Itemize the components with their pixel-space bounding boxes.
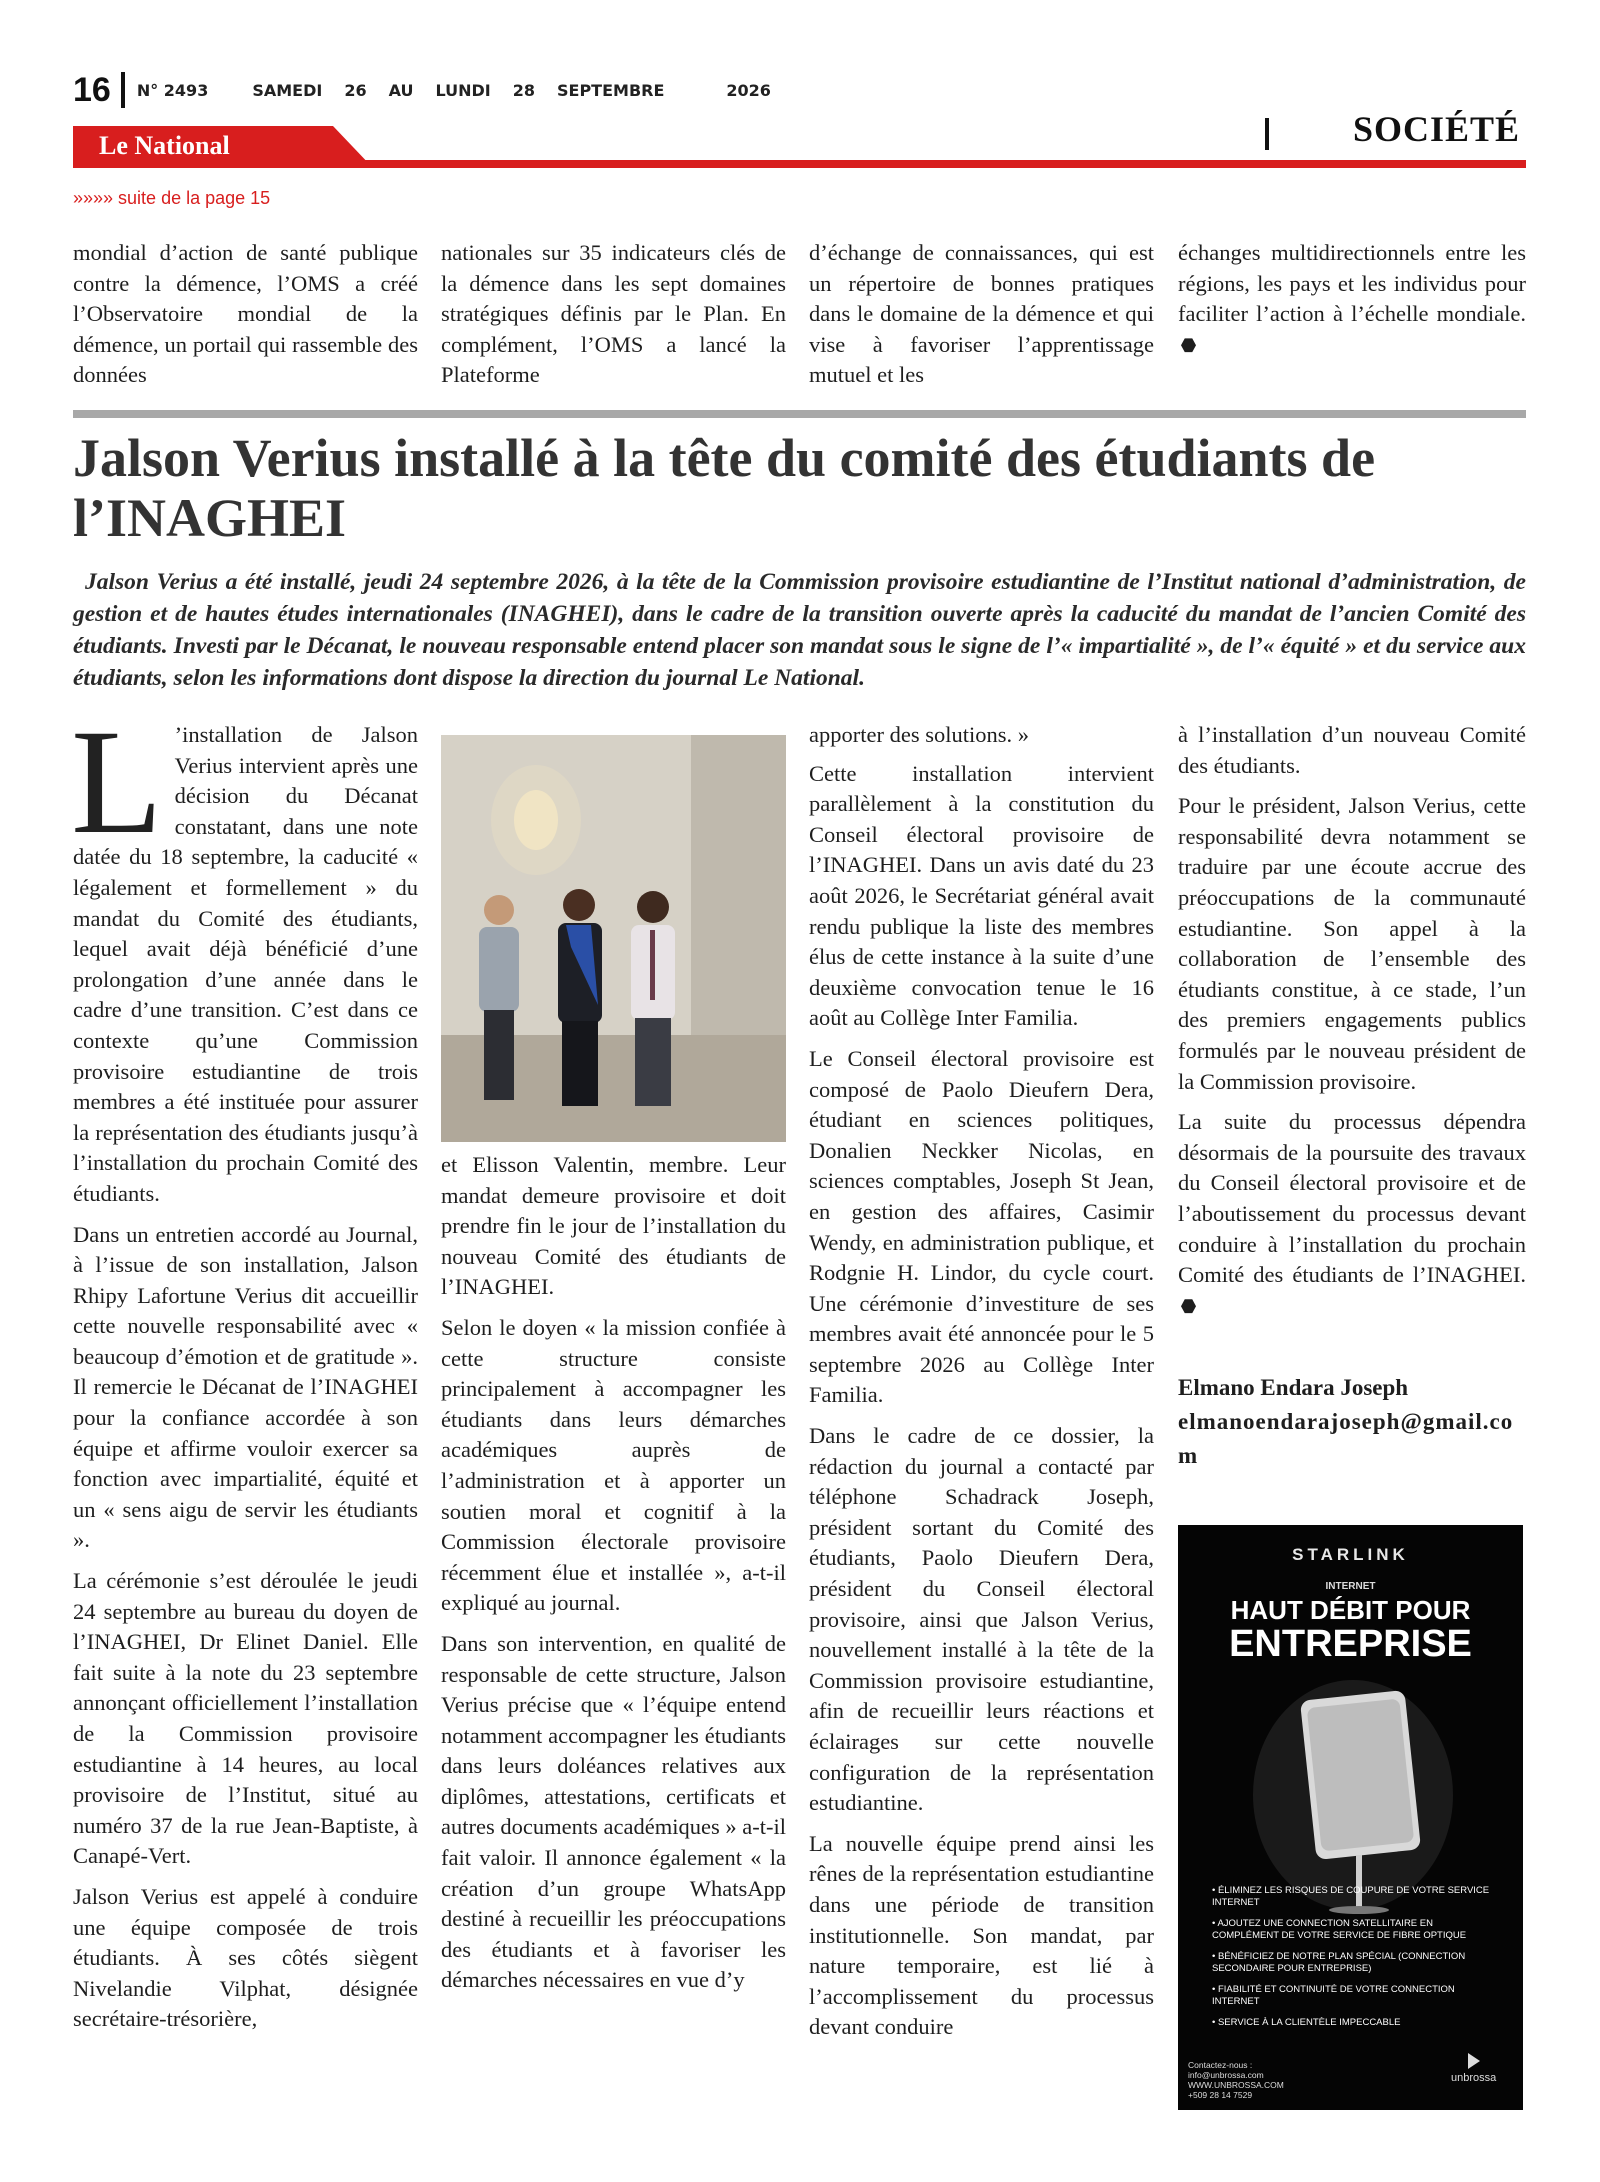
article-paragraph: Le Conseil électoral provisoire est composé de Paolo Dieufern Dera, étudiant en sciences politiques, Donalien Neckker Nicolas, en sciences comptables, Joseph St Jean, en gestion des affaires, Casimir Wendy, en administration publique, et Rodgnie H. Lindor, du cycle court. Une cérémonie d’investiture de ses membres avait été annoncée pour le 5 septembre 2026 au Collège Inter Familia.: [809, 1045, 1154, 1408]
article-column-2: [441, 1150, 786, 2006]
photo-three-students: [441, 735, 786, 1142]
article-paragraph: Pour le président, Jalson Verius, cette responsabilité devra notamment se traduire par une écoute accrue des préoccupations de la communauté estudiantine. Son appel à la collaboration de l’ensemble des étudiants constitue, à ce stade, l’un des premiers engagements publics formulés par le nouveau président de la Commission provisoire.: [1178, 793, 1526, 1094]
page-header: [73, 70, 771, 110]
article-lede: Jalson Verius a été installé, jeudi 24 septembre 2026, à la tête de la Commission provisoire estudiantine de l’Institut national d’administration, de gestion et de hautes études internationales (INAGHEI), dans le cadre de la transition ouverte après la caducité du mandat de l’ancien Comité des étudiants. Investi par le Décanat, le nouveau responsable entend placer son mandat sous le signe de l’« impartialité », de l’« équité » et du service aux étudiants, selon les informations dont dispose la direction du journal Le National.: [73, 569, 1526, 691]
article-paragraph: à l’installation d’un nouveau Comité des étudiants.: [1178, 722, 1526, 778]
prev-article-column: [1178, 238, 1526, 360]
ad-tag: INTERNET: [1325, 1581, 1376, 1592]
prev-article-column: [73, 238, 418, 391]
paragraph-text: ’installation de Jalson Verius intervient après une décision du Décanat constatant, dans une note datée du 18 septembre, la caducité « légalement et formellement » du mandat du Comité des étudiants, lequel avait déjà bénéficié d’une prolongation d’une année dans le cadre d’une transition. C’est dans ce contexte qu’une Commission provisoire estudiantine de trois membres a été instituée pour assurer la représentation des étudiants jusqu’à l’installation du prochain Comité des étudiants.: [73, 722, 418, 1206]
newspaper-brand: Le National: [99, 131, 230, 160]
paragraph-text: La suite du processus dépendra désormais de la poursuite des travaux du Conseil électoral provisoire et de l’aboutissement du processus devant conduire à l’installation du prochain Comité des étudiants de l’INAGHEI.: [1178, 1109, 1526, 1288]
ad-bullet: • AJOUTEZ UNE CONNECTION SATELLITAIRE EN COMPLÉMENT DE VOTRE SERVICE DE FIBRE OPTIQUE: [1212, 1918, 1467, 1941]
starlink-advertisement[interactable]: [1178, 1525, 1523, 2110]
article-paragraph: Dans le cadre de ce dossier, la rédaction du journal a contacté par téléphone Schadrack Joseph, président sortant du Comité des étudiants, Paolo Dieufern Dera, président du Conseil électoral provisoire, ainsi que Jalson Verius, nouvellement installé à la tête de la Commission provisoire estudiantine, afin de recueillir leurs réactions et éclairages sur cette nouvelle configuration de la représentation estudiantine.: [809, 1423, 1154, 1816]
author-name: Elmano Endara Joseph: [1178, 1375, 1409, 1401]
ad-contact-line: info@unbrossa.com: [1188, 2070, 1264, 2080]
prev-article-end-paragraph: [1178, 238, 1526, 360]
page-number: 16: [73, 70, 111, 109]
date-word: 26: [344, 80, 367, 100]
article-paragraph: et Elisson Valentin, membre. Leur mandat demeure provisoire et doit prendre fin le jour de l’installation du nouveau Comité des étudiants de l’INAGHEI.: [441, 1152, 786, 1300]
ad-bullets: [1212, 1885, 1502, 2038]
ad-bullet: • ÉLIMINEZ LES RISQUES DE COUPURE DE VOTRE SERVICE INTERNET: [1212, 1885, 1490, 1908]
header-separator: [121, 72, 125, 108]
drop-cap: L: [71, 699, 163, 865]
ad-logo-text: unbrossa: [1451, 2072, 1497, 2084]
ad-bullet: • SERVICE À LA CLIENTÈLE IMPECCABLE: [1212, 2017, 1401, 2028]
date-word: SAMEDI: [252, 80, 323, 100]
section-title: SOCIÉTÉ: [1353, 109, 1521, 149]
prev-article-text: mondial d’action de santé publique contre la démence, l’OMS a créé l’Observatoire mondial de la démence, un portail qui rassemble des données: [73, 240, 418, 388]
prev-article-text: échanges multidirectionnels entre les régions, les pays et les individus pour faciliter l’action à l’échelle mondiale.: [1178, 240, 1526, 327]
prev-article-column: [809, 238, 1154, 391]
section-separator: [1265, 118, 1269, 150]
article-column-1: [71, 699, 418, 2045]
article-paragraph: Dans un entretien accordé au Journal, à l’issue de son installation, Jalson Rhipy Lafortune Verius dit accueillir cette nouvelle responsabilité avec « beaucoup d’émotion et de gratitude ». Il remercie le Décanat de l’INAGHEI pour la confiance accordée à son équipe et affirme vouloir exercer sa fonction avec impartialité, équité et un « sens aigu de servir les étudiants ».: [73, 1221, 418, 1553]
header-rule: [73, 160, 1526, 168]
article-column-4: [1178, 720, 1526, 1473]
article-headline: Jalson Verius installé à la tête du comité des étudiants de l’INAGHEI: [73, 428, 1376, 548]
article-paragraph: Selon le doyen « la mission confiée à cette structure consiste principalement à accompagner les étudiants dans leurs démarches académiques auprès de l’administration et à apporter un soutien moral et cognitif à la Commission électorale provisoire récemment élue et installée », a-t-il expliqué au journal.: [441, 1314, 786, 1616]
article-paragraph: La cérémonie s’est déroulée le jeudi 24 septembre au bureau du doyen de l’INAGHEI, Dr Elinet Daniel. Elle fait suite à la note du 23 septembre annonçant officiellement l’installation de la Commission provisoire estudiantine à 14 heures, au local provisoire de l’Institut, situé au numéro 37 de la rue Jean-Baptiste, à Canapé-Vert.: [73, 1568, 418, 1869]
continued-from-label: »»»» suite de la page 15: [73, 188, 271, 208]
date-word: SEPTEMBRE: [557, 80, 665, 100]
issue-number: N° 2493: [136, 80, 209, 100]
satellite-dish-icon: [1248, 1675, 1458, 1915]
article-paragraph: [71, 699, 418, 1210]
prev-article-text: nationales sur 35 indicateurs clés de la démence dans les sept domaines stratégiques définis par le Plan. En complément, l’OMS a lancé la Plateforme: [441, 240, 786, 388]
author-email[interactable]: elmanoendarajoseph@gmail.com: [1178, 1409, 1514, 1469]
ad-bullet: • FIABILITÉ ET CONTINUITÉ DE VOTRE CONNECTION INTERNET: [1212, 1984, 1455, 2007]
ad-headline-1: HAUT DÉBIT POUR: [1230, 1595, 1471, 1625]
date-word: LUNDI: [435, 80, 491, 100]
article-photo: [441, 735, 786, 1142]
ad-contact-line: Contactez-nous :: [1188, 2060, 1253, 2070]
article-paragraph: Cette installation intervient parallèlement à la constitution du Conseil électoral provisoire de l’INAGHEI. Dans un avis daté du 23 août 2026, le Secrétariat général avait rendu publique la liste des membres élus de cette instance à la suite d’une deuxième convocation tenue le 16 août au Collège Inter Familia.: [809, 760, 1154, 1031]
prev-article-text: d’échange de connaissances, qui est un répertoire de bonnes pratiques dans le domaine de la démence et qui vise à favoriser l’apprentissage mutuel et les: [809, 240, 1154, 388]
ad-contact-line: WWW.UNBROSSA.COM: [1188, 2080, 1284, 2090]
article-paragraph: [1178, 1107, 1526, 1321]
article-divider: [73, 410, 1526, 418]
ad-contact-line: +509 28 14 7529: [1188, 2090, 1253, 2100]
ad-headline-2: ENTREPRISE: [1229, 1623, 1472, 1665]
ad-brand: STARLINK: [1292, 1545, 1409, 1564]
article-paragraph: La nouvelle équipe prend ainsi les rênes de la représentation estudiantine dans une période de transition institutionnelle. Son mandat, par nature temporaire, est lié à l’accomplissement du processus devant conduire: [809, 1830, 1154, 2040]
prev-article-column: [441, 238, 786, 391]
ad-logo: [1451, 2053, 1496, 2084]
play-icon: [1468, 2053, 1480, 2069]
article-paragraph: Jalson Verius est appelé à conduire une équipe composée de trois étudiants. À ses côtés siègent Nivelandie Vilphat, désignée secrétaire-trésorière,: [73, 1883, 418, 2032]
end-of-article-icon: [1181, 1299, 1196, 1314]
article-column-3: [809, 720, 1154, 2053]
date-word: 28: [512, 80, 535, 100]
end-of-article-icon: [1181, 338, 1196, 353]
article-paragraph: Dans son intervention, en qualité de responsable de cette structure, Jalson Verius précise que « l’équipe entend notamment accompagner les étudiants dans leurs doléances relatives aux diplômes, attestations, certificats et autres documents académiques » a-t-il fait valoir. Il annonce également « la création d’un groupe WhatsApp destiné à recueillir les préoccupations des étudiants et à favoriser les démarches nécessaires en vue d’y: [441, 1630, 786, 1993]
ad-bullet: • BÉNÉFICIEZ DE NOTRE PLAN SPÉCIAL (CONNECTION SECONDAIRE POUR ENTREPRISE): [1212, 1951, 1466, 1974]
issue-year: 2026: [726, 80, 771, 100]
article-paragraph: apporter des solutions. »: [809, 722, 1029, 747]
ad-contact: [1188, 2060, 1284, 2100]
date-word: AU: [388, 80, 414, 100]
